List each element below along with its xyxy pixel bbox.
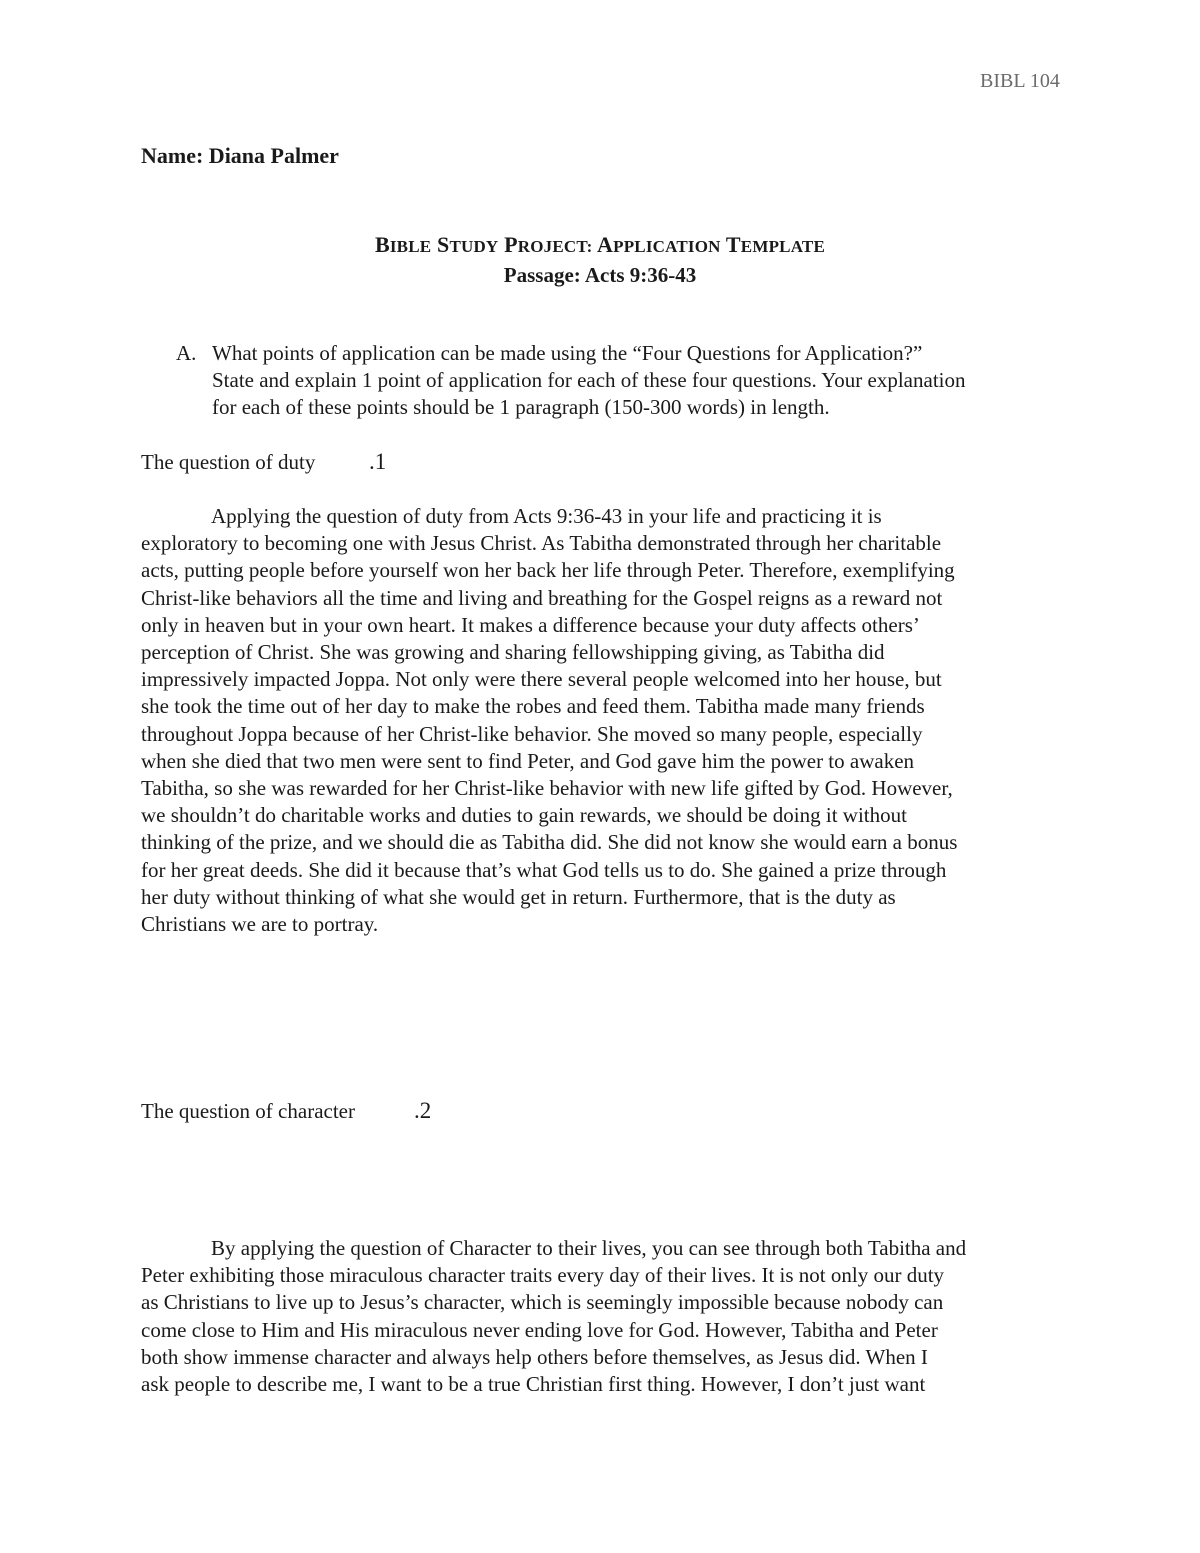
paragraph-line bbox=[141, 1371, 1071, 1398]
answer-paragraph-duty bbox=[141, 503, 1071, 938]
paragraph-line-text: both show immense character and always help others before themselves, as Jesus did. When I bbox=[141, 1344, 928, 1369]
answer-paragraph-character bbox=[141, 1235, 1071, 1398]
paragraph-line-text: By applying the question of Character to their lives, you can see through both Tabitha and bbox=[211, 1236, 967, 1260]
title-word-rest: EMPLATE bbox=[740, 237, 825, 256]
paragraph-line bbox=[141, 1235, 1071, 1262]
question-number-2: .2 bbox=[414, 1098, 432, 1123]
title-word-rest: TUDY bbox=[449, 237, 499, 256]
paragraph-line-text: throughout Joppa because of her Christ-like behavior. She moved so many people, especially bbox=[141, 721, 923, 746]
paragraph-line-text: for her great deeds. She did it because that’s what God tells us to do. She gained a prize through bbox=[141, 857, 947, 882]
title-initial: B bbox=[374, 232, 390, 257]
paragraph-line bbox=[141, 612, 1071, 639]
question-heading-character: The question of character bbox=[141, 1099, 355, 1123]
paragraph-line-text: as Christians to live up to Jesus’s character, which is seemingly impossible because nobody can bbox=[141, 1290, 944, 1315]
title-block bbox=[0, 231, 1200, 289]
paragraph-line bbox=[141, 557, 1071, 584]
paragraph-line bbox=[141, 639, 1071, 666]
document-title bbox=[0, 231, 1200, 261]
paragraph-line bbox=[141, 1344, 1071, 1371]
instruction-line: for each of these points should be 1 paragraph (150-300 words) in length. bbox=[212, 395, 830, 419]
paragraph-line-text: thinking of the prize, and we should die as Tabitha did. She did not know she would earn a bonus bbox=[141, 830, 958, 855]
paragraph-line-text: acts, putting people before yourself won her back her life through Peter. Therefore, exemplifying bbox=[141, 558, 955, 583]
instruction-line: State and explain 1 point of application for each of these four questions. Your explanation bbox=[212, 368, 966, 392]
paragraph-line bbox=[141, 911, 1071, 938]
paragraph-line-text: Peter exhibiting those miraculous character traits every day of their lives. It is not only our duty bbox=[141, 1263, 945, 1288]
paragraph-line bbox=[141, 585, 1071, 612]
question-heading-duty: The question of duty bbox=[141, 450, 316, 474]
paragraph-line-text: come close to Him and His miraculous never ending love for God. However, Tabitha and Peter bbox=[141, 1317, 938, 1342]
student-name-line: Name: Diana Palmer bbox=[141, 143, 339, 168]
instruction-line: What points of application can be made using the “Four Questions for Application?” bbox=[212, 341, 923, 365]
paragraph-line bbox=[141, 748, 1071, 775]
list-marker: A. bbox=[176, 341, 197, 365]
title-word-rest: ROJECT: bbox=[517, 237, 593, 256]
paragraph-line-text: she took the time out of her day to make the robes and feed them. Tabitha made many friends bbox=[141, 694, 925, 719]
paragraph-line-text: Applying the question of duty from Acts 9:36-43 in your life and practicing it is bbox=[211, 504, 882, 528]
paragraph-line-text: Christians we are to portray. bbox=[141, 912, 379, 937]
paragraph-line bbox=[141, 884, 1071, 911]
paragraph-line bbox=[141, 1262, 1071, 1289]
paragraph-line-text: we shouldn’t do charitable works and duties to gain rewards, we should be doing it without bbox=[141, 803, 907, 828]
passage-reference: Passage: Acts 9:36-43 bbox=[503, 263, 697, 287]
paragraph-line-text: Christ-like behaviors all the time and living and breathing for the Gospel reigns as a reward not bbox=[141, 585, 943, 610]
paragraph-line bbox=[141, 721, 1071, 748]
instruction-item-a bbox=[176, 340, 1076, 421]
paragraph-line bbox=[141, 666, 1071, 693]
paragraph-line bbox=[141, 1317, 1071, 1344]
question-number-1: .1 bbox=[369, 449, 387, 474]
paragraph-line-text: impressively impacted Joppa. Not only were there several people welcomed into her house, but bbox=[141, 667, 942, 692]
paragraph-line-text: her duty without thinking of what she would get in return. Furthermore, that is the duty as bbox=[141, 884, 896, 909]
course-code-header: BIBL 104 bbox=[980, 70, 1060, 92]
title-initial: T bbox=[725, 232, 741, 257]
paragraph-line bbox=[141, 857, 1071, 884]
paragraph-line bbox=[141, 1289, 1071, 1316]
paragraph-line-text: exploratory to becoming one with Jesus Christ. As Tabitha demonstrated through her charitable bbox=[141, 531, 942, 556]
paragraph-line-text: only in heaven but in your own heart. It makes a difference because your duty affects others’ bbox=[141, 612, 920, 637]
paragraph-line-text: perception of Christ. She was growing and sharing fellowshipping giving, as Tabitha did bbox=[141, 640, 885, 665]
paragraph-line bbox=[141, 530, 1071, 557]
paragraph-line bbox=[141, 775, 1071, 802]
instruction-text bbox=[212, 340, 1076, 421]
paragraph-line-text: when she died that two men were sent to find Peter, and God gave him the power to awaken bbox=[141, 748, 915, 773]
title-initial: A bbox=[597, 232, 614, 257]
paragraph-line-text: Tabitha, so she was rewarded for her Christ-like behavior with new life gifted by God. However, bbox=[141, 776, 953, 801]
paragraph-line bbox=[141, 503, 1071, 530]
title-initial: S bbox=[437, 232, 450, 257]
paragraph-line bbox=[141, 829, 1071, 856]
title-word-rest: PPLICATION bbox=[613, 237, 721, 256]
paragraph-line-text: ask people to describe me, I want to be a true Christian first thing. However, I don’t just want bbox=[141, 1372, 926, 1397]
title-word-rest: IBLE bbox=[389, 237, 432, 256]
paragraph-line bbox=[141, 802, 1071, 829]
paragraph-line bbox=[141, 693, 1071, 720]
title-initial: P bbox=[504, 232, 518, 257]
